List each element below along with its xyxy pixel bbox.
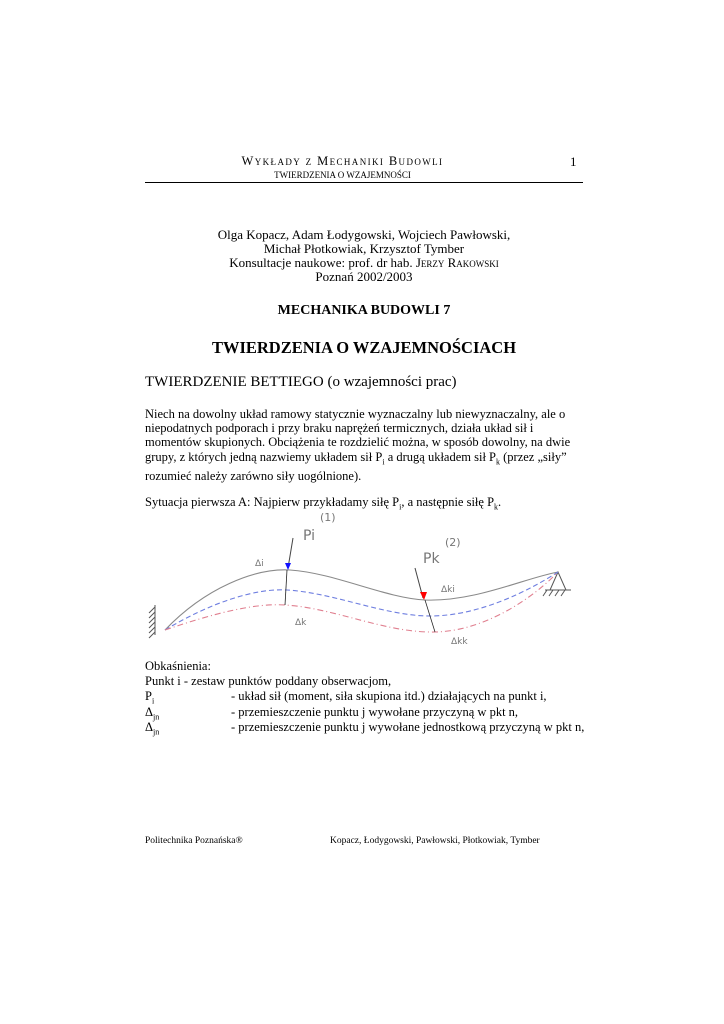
authors-line-1: Olga Kopacz, Adam Łodygowski, Wojciech Pawłowski, [217, 227, 511, 242]
label-delta-kk: Δkk [451, 637, 468, 647]
left-fixed-support [149, 605, 155, 638]
definition: - przemieszczenie punktu j wywołane przyczyną w pkt n, [231, 704, 519, 719]
text-span: Punkt i - zestaw punktów poddany obserwacjom, [145, 674, 392, 689]
footer-right: Kopacz, Łodygowski, Pawłowski, Płotkowiak, Tymber [330, 836, 540, 846]
explanation-row [145, 719, 585, 737]
text-span: Sytuacja pierwsza A: Najpierw przykładamy siłę P [145, 495, 400, 509]
footer-left: Politechnika Poznańska® [145, 836, 243, 846]
symbol: P [145, 689, 152, 704]
authors-line-3 [145, 256, 583, 270]
authors-line-2: Michał Płotkowiak, Krzysztof Tymber [263, 241, 465, 256]
displacement-marker-i [285, 570, 287, 605]
heading-main: MECHANIKA BUDOWLI 7 [277, 303, 451, 318]
symbol: Δ [145, 704, 154, 719]
definition: - układ sił (moment, siła skupiona itd.) działających na punkt i, [231, 689, 547, 704]
header-title: Wykłady z Mechaniki Budowli [241, 154, 444, 168]
page-number: 1 [570, 154, 577, 169]
text-span: grupy, z których jedną nazwiemy układem sił P [145, 449, 383, 464]
label-delta-ki: Δki [441, 585, 455, 595]
subscript: jn [153, 712, 160, 722]
header-subtitle: TWIERDZENIA O WZAJEMNOŚCI [274, 170, 411, 180]
subscript: k [496, 457, 501, 467]
consultant-name: Jerzy Rakowski [415, 255, 499, 270]
definition: - przemieszczenie punktu j wywołane jednostkową przyczyną w pkt n, [231, 719, 585, 734]
label-pk: Pk [423, 551, 440, 567]
consultants-prefix: Konsultacje naukowe: prof. dr hab. [229, 255, 413, 270]
explanation-row [145, 704, 519, 722]
paragraph-line: niepodatnych podporach i przy braku naprężeń termicznych, działa układ sił i [145, 421, 534, 436]
subscript: k [494, 502, 499, 512]
label-1: (1) [320, 511, 336, 524]
text-span: , a następnie siłę P [401, 495, 495, 509]
authors-block [145, 228, 583, 284]
force-pk-head [420, 592, 427, 600]
force-pi-head [285, 563, 291, 570]
label-2: (2) [445, 536, 461, 549]
header-rule [145, 182, 583, 183]
paragraph-line: Niech na dowolny układ ramowy statycznie wyznaczalny lub niewyznaczalny, ale o [145, 407, 566, 421]
heading-topic: TWIERDZENIA O WZAJEMNOŚCIACH [211, 338, 517, 357]
section-title: TWIERDZENIE BETTIEGO (o wzajemności prac) [145, 374, 457, 390]
label-delta-k: Δk [295, 618, 307, 628]
paragraph-line: momentów skupionych. Obciążenia te rozdzielić można, w sposób dowolny, na dwie [145, 435, 571, 450]
text-span: (przez „siły” [500, 449, 567, 464]
paragraph-line [145, 450, 585, 470]
label-delta-i: Δi [255, 559, 264, 569]
subscript: i [399, 502, 402, 512]
subscript: i [382, 457, 385, 467]
subscript: i [151, 696, 155, 706]
authors-line-4: Poznań 2002/2003 [315, 269, 413, 284]
beam-diagram [145, 508, 585, 658]
explanation-row [145, 689, 547, 706]
deflection-line-1 [165, 572, 558, 630]
subscript: jn [153, 727, 160, 737]
explanations [145, 659, 585, 737]
symbol: Δ [145, 719, 154, 734]
explanation-row [145, 674, 391, 689]
text-span: . [498, 495, 502, 509]
intro-paragraph [145, 407, 585, 484]
text-span: a drugą układem sił P [384, 449, 497, 464]
explanations-title: Obkaśnienia: [145, 659, 211, 673]
right-pinned-support [543, 572, 571, 596]
paragraph-line: rozumieć należy zarówno siły uogólnione). [145, 469, 362, 484]
beam-axis [165, 570, 558, 630]
label-pi: Pi [303, 528, 316, 544]
